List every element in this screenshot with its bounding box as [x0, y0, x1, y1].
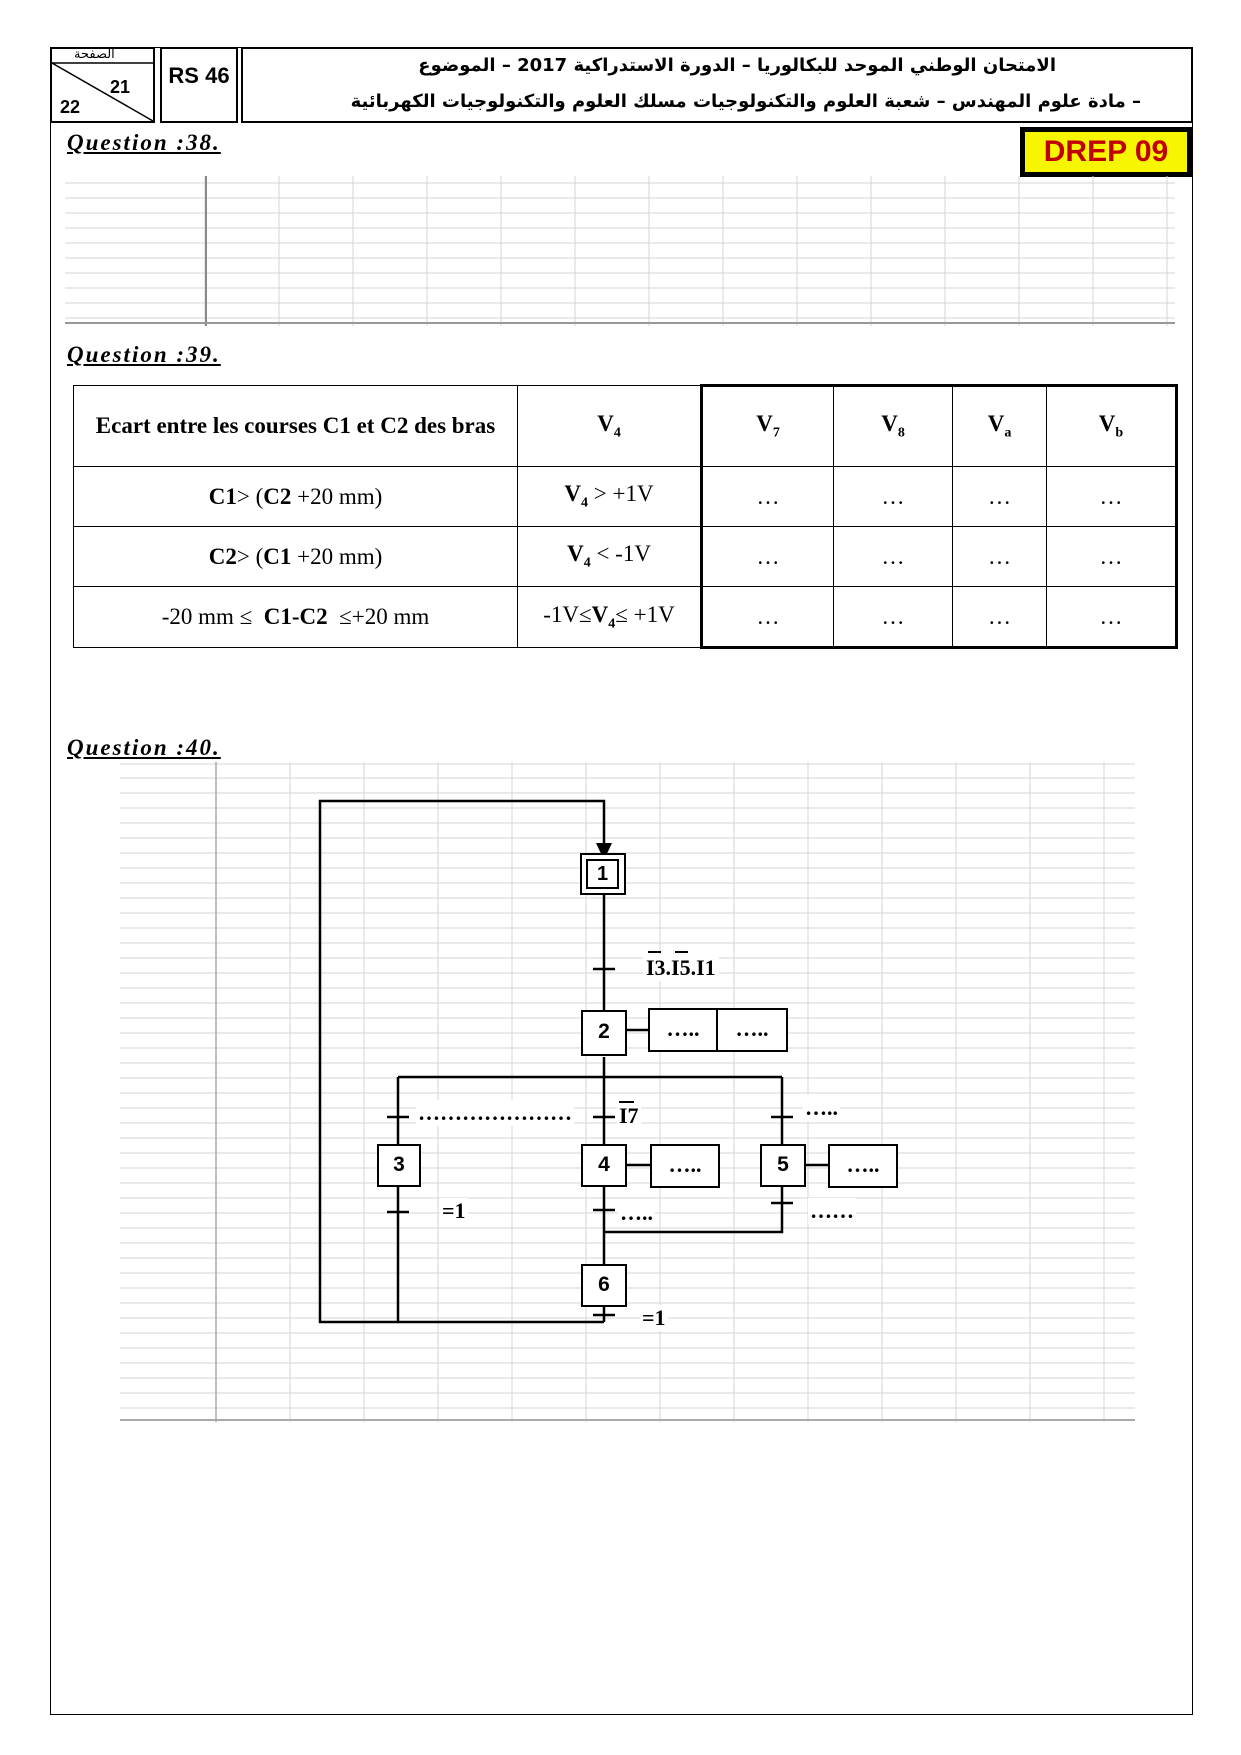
table-cell[interactable]: … — [834, 467, 953, 527]
question-39-label: Question :39. — [67, 342, 221, 367]
table-cell: $V_4 > +1V$ — [518, 467, 702, 527]
page-label: الصفحة — [74, 47, 115, 62]
drep-badge: DREP 09 — [1020, 127, 1192, 177]
header-cell: Ecart entre les courses C1 et C2 des bras — [74, 386, 518, 467]
transition-5-exit-condition[interactable]: …… — [810, 1198, 854, 1223]
step-3-box: 3 — [377, 1144, 421, 1187]
transition-6-condition: =1 — [642, 1305, 666, 1330]
step-1-label: 1 — [586, 859, 619, 889]
table-cell: -20 mm ≤ C1-C2 ≤+20 mm — [74, 587, 518, 648]
overbar-i3 — [648, 951, 661, 953]
table-cell[interactable]: … — [953, 587, 1047, 648]
grafcet-links — [320, 801, 828, 1322]
step-6-box: 6 — [581, 1264, 627, 1307]
table-cell[interactable]: … — [1047, 587, 1177, 648]
overbar-i5 — [675, 951, 688, 953]
table-cell[interactable]: … — [953, 467, 1047, 527]
transition-3-condition[interactable]: ………………… — [418, 1100, 572, 1125]
exam-title-line2: – مادة علوم المهندس – شعبة العلوم والتكنولوجيات مسلك العلوم والتكنولوجيات الكهربائية — [350, 91, 1141, 112]
transition-1-condition: I3.I5.I1 — [643, 955, 719, 981]
step-5-box: 5 — [760, 1144, 806, 1187]
transition-3-exit-condition: =1 — [442, 1198, 466, 1223]
question-38-label: Question :38. — [67, 130, 221, 155]
table-cell[interactable]: … — [702, 467, 834, 527]
table-cell[interactable]: … — [702, 527, 834, 587]
page-current: 21 — [110, 77, 131, 97]
table-cell: C2> (C1 +20 mm) — [74, 527, 518, 587]
question-40-label: Question :40. — [67, 735, 221, 760]
header-cell: $V_7$ — [702, 386, 834, 467]
exam-title-line1: الامتحان الوطني الموحد للبكالوريا – الدورة الاستدراكية 2017 – الموضوع — [418, 55, 1056, 76]
table-cell: $-1V\le V_4\le +1V$ — [518, 587, 702, 648]
step-4-box: 4 — [581, 1144, 627, 1187]
table-cell: $V_4 < -1V$ — [518, 527, 702, 587]
grafcet-grid — [120, 762, 1135, 1422]
table-cell[interactable]: … — [1047, 467, 1177, 527]
header-cell: $V_b$ — [1047, 386, 1177, 467]
transition-5-condition[interactable]: ….. — [805, 1095, 838, 1120]
overbar-i7 — [619, 1101, 634, 1103]
header-cell: $V_4$ — [518, 386, 702, 467]
step-2-box: 2 — [581, 1010, 627, 1056]
step-initial-box — [580, 853, 626, 895]
table-cell[interactable]: … — [834, 587, 953, 648]
step-4-action[interactable]: ….. — [650, 1144, 720, 1188]
transition-4-exit-condition[interactable]: ….. — [620, 1200, 653, 1225]
step-2-action-2[interactable]: ….. — [716, 1008, 788, 1052]
header-cell: $V_a$ — [953, 386, 1047, 467]
transition-4-condition: I7 — [619, 1103, 639, 1128]
table-cell[interactable]: … — [834, 527, 953, 587]
page-total: 22 — [60, 97, 81, 117]
table-cell[interactable]: … — [1047, 527, 1177, 587]
table-cell: C1> (C2 +20 mm) — [74, 467, 518, 527]
table-cell[interactable]: … — [702, 587, 834, 648]
header-cell: $V_8$ — [834, 386, 953, 467]
step-2-action-1[interactable]: ….. — [648, 1008, 718, 1052]
exam-code: RS 46 — [160, 47, 238, 123]
table-cell[interactable]: … — [953, 527, 1047, 587]
step-5-action[interactable]: ….. — [828, 1144, 898, 1188]
